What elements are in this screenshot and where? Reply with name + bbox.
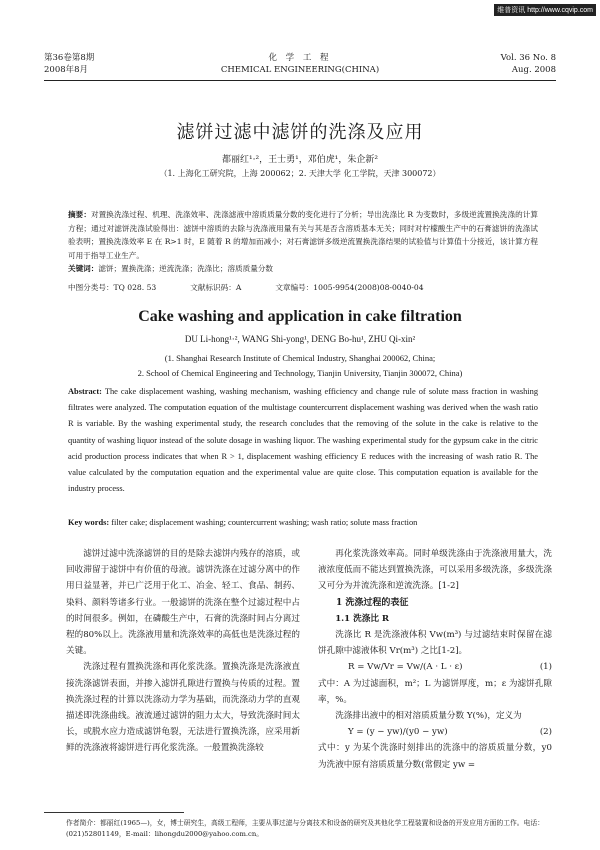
issue-date: 2008年8月 [44, 65, 89, 75]
watermark: 维普资讯 http://www.cqvip.com [494, 4, 596, 16]
document-code: 文献标识码：A [190, 283, 242, 292]
affiliation-en-2: 2. School of Chemical Engineering and Technology, Tianjin University, Tianjin 300072, China) [137, 368, 463, 378]
paper-title-zh: 滤饼过滤中滤饼的洗涤及应用 [176, 122, 424, 143]
affiliation-zh: （1. 上海化工研究院，上海 200062；2. 天津大学 化工学院，天津 300072） [159, 169, 441, 178]
section-heading: 1 洗涤过程的表征 [336, 597, 409, 608]
volume-issue: 第36卷第8期 [44, 53, 95, 63]
journal-name-en: CHEMICAL ENGINEERING(CHINA) [220, 65, 380, 75]
body-paragraph: 式中：A 为过滤面积，m²；L 为滤饼厚度，m；ε 为滤饼孔隙率，%。 [318, 678, 552, 705]
equation-2-number: (2) [539, 727, 552, 738]
body-column-right [318, 546, 552, 773]
abstract-en [68, 384, 538, 497]
keywords-label-zh: 关键词： [68, 264, 99, 273]
body-paragraph: 滤饼过滤中洗涤滤饼的目的是除去滤饼内残存的溶质，或回收滞留于滤饼中有价值的母液。滤饼洗涤在过滤分离中的作用日益显著，并已广泛用于化工、冶金、轻工、食品、制药、染料、颜料等诸多行业。一般滤饼的洗涤在整个过滤过程中占的时间很多。例如，在磷酸生产中，石膏的洗涤时间占分离过程的80%以上。洗涤液用量和洗涤效率的高低也是洗涤过程的关键。 [66, 549, 300, 657]
journal-volume-info-en [501, 52, 556, 76]
equation-1 [318, 659, 552, 675]
abstract-label-zh: 摘要： [68, 210, 91, 219]
issue-date-en: Aug. 2008 [511, 65, 556, 75]
equation-2-body: Y = (y − yw)/(y0 − yw) [348, 727, 448, 738]
volume-issue-en: Vol. 36 No. 8 [500, 53, 556, 63]
equation-1-number: (1) [539, 662, 552, 673]
footnote-rule [44, 812, 184, 813]
body-paragraph: 洗涤排出液中的相对溶质质量分数 Y(%)，定义为 [335, 711, 522, 722]
subsection-heading: 1.1 洗涤比 R [335, 613, 390, 624]
keywords-text-en: filter cake; displacement washing; countercurrent washing; wash ratio; solute mass fraction [111, 518, 418, 527]
paper-title-en: Cake washing and application in cake filtration [138, 308, 462, 325]
equation-2 [318, 724, 552, 740]
clc-number: 中图分类号：TQ 028. 53 [68, 283, 157, 292]
equation-1-body: R = Vw/Vr = Vw/(A · L · ε) [348, 662, 463, 673]
authors-en: DU Li-hong¹·², WANG Shi-yong¹, DENG Bo-hu¹, ZHU Qi-xin² [184, 334, 416, 344]
article-number: 文章编号：1005-9954(2008)08-0040-04 [275, 283, 424, 292]
affiliation-en-1: (1. Shanghai Research Institute of Chemical Industry, Shanghai 200062, China; [164, 353, 436, 363]
keywords-label-en: Key words: [68, 518, 110, 527]
authors-zh: 都丽红¹·²，王士勇¹，邓伯虎¹，朱企新² [222, 155, 378, 165]
body-paragraph: 洗涤比 R 是洗涤液体积 Vw(m³) 与过滤结束时保留在滤饼孔隙中滤液体积 Vr(m³) 之比[1-2]。 [318, 630, 552, 657]
abstract-text-zh: 对置换洗涤过程、机理、洗涤效率、洗涤滤液中溶质质量分数的变化进行了分析；导出洗涤比 R 为变数时，多级逆流置换洗涤的计算方程；通过对滤饼洗涤试验得出：滤饼中溶质的去除与洗涤液用量有关与其是否含溶质基本无关；同时对柠檬酸生产中的石膏滤饼的洗涤试验表明；置换洗涤效率 E 在 R>1 时，E 随着 R 的增加而减小；对石膏滤饼多级逆流置换洗涤结果的试验值与计算值十分接近，该计算方程可用于指导工业生产。 [68, 210, 539, 260]
article-metadata [68, 282, 538, 293]
header-rule [44, 80, 556, 81]
body-column-left [66, 546, 300, 757]
author-footnote: 作者简介：都丽红(1965—)，女，博士研究生，高级工程师，主要从事过滤与分离技术和设备的研究及其他化学工程装置和设备的开发应用方面的工作。电话：(021)52801149，E-mail：lihongdu2000@yahoo.com.cn。 [66, 819, 544, 838]
keywords-text-zh: 滤饼；置换洗涤；逆流洗涤；洗涤比；溶质质量分数 [98, 264, 274, 273]
abstract-zh [68, 208, 538, 276]
body-paragraph: 洗涤过程有置换洗涤和再化浆洗涤。置换洗涤是洗涤液直接洗涤滤饼表面，并掺入滤饼孔隙进行置换与传质的过程。置换洗涤过程的计算以洗涤动力学为基础，而洗涤动力学的直观描述即洗涤曲线。液流通过滤饼的阻力太大，导致洗涤时间太长，或脱水应力造成滤饼龟裂，无法进行置换洗涤，应采用新鲜的洗涤液将滤饼进行再化浆洗涤。一般置换洗涤较 [66, 662, 300, 754]
journal-name-zh: 化 学 工 程 [268, 53, 332, 63]
affiliation-en [0, 351, 600, 381]
body-paragraph: 再化浆洗涤效率高。同时单级洗涤由于洗涤液用量大，洗液浓度低而不能达到置换洗涤，可以采用多级洗涤，多级洗涤又可分为并流洗涤和逆流洗涤。[1-2] [318, 549, 552, 592]
body-paragraph: 式中：y 为某个洗涤时刻排出的洗涤中的溶质质量分数，y0 为洗液中原有溶质质量分数(常假定 yw = [318, 743, 552, 770]
abstract-label-en: Abstract: [68, 387, 102, 396]
keywords-en [68, 518, 538, 527]
abstract-text-en: The cake displacement washing, washing mechanism, washing efficiency and change rule of solute mass fraction in washing filtrates were analyzed. The computation equation of the multistage countercurrent displacement washing was derived when the wash ratio R is variable. By the washing experimental study, the research concludes that the removing of the solute in the cake is relative to the quantity of washing liquor instead of the solute dosage in washing liquor. The washing experimental study for the gypsum cake in the citric acid production process indicates that when R > 1, displacement washing efficiency E reduces with the increasing of wash ratio R. The value calculated by the computation equation and the experimental value are quite close. This computation equation is available for the industry process. [68, 387, 539, 494]
